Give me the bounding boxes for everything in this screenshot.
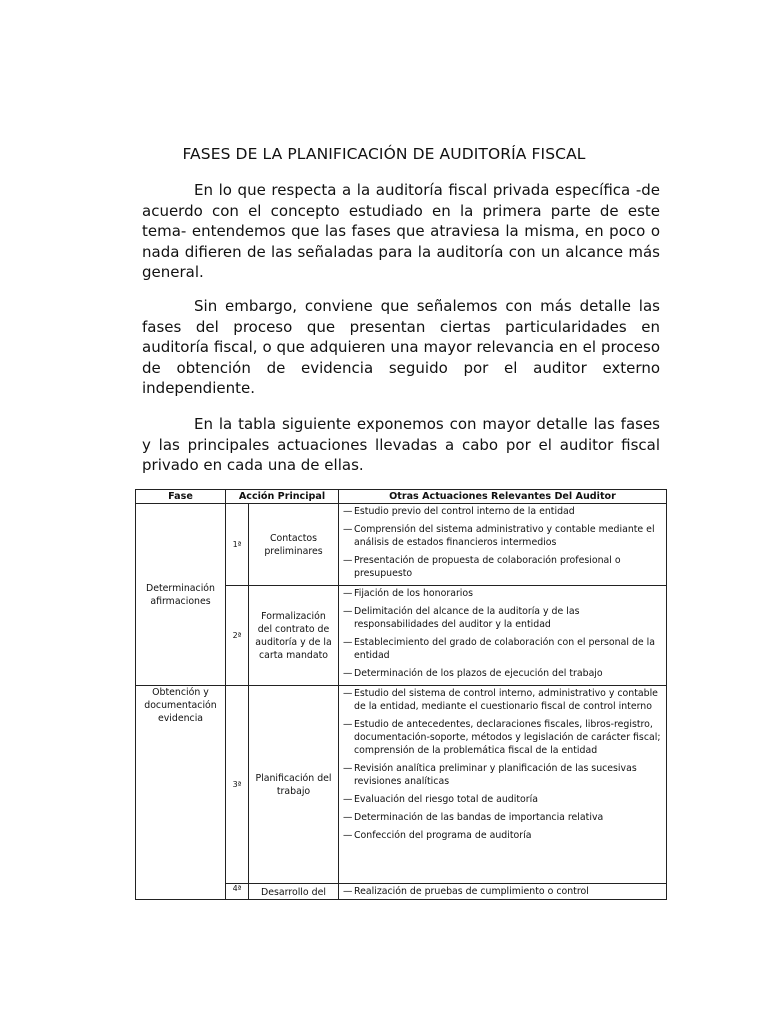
row-number: 3ª [226, 686, 249, 884]
paragraph-2: Sin embargo, conviene que señalemos con más detalle las fases del proceso que presentan ciertas particularidades en auditoría fiscal, o que adquieren una mayor relevancia en el proceso de obtención de evidencia seguido por el auditor externo independiente. [142, 297, 660, 397]
table-header-row [136, 490, 667, 504]
list-item: — Estudio del sistema de control interno, administrativo y contable de la entidad, mediante el cuestionario fiscal de control interno [343, 688, 658, 712]
document-title: FASES DE LA PLANIFICACIÓN DE AUDITORÍA FISCAL [182, 145, 586, 163]
otras-cell [339, 884, 667, 900]
accion-cell: Contactos preliminares [249, 504, 339, 586]
list-item: — Realización de pruebas de cumplimiento o control [343, 886, 589, 897]
header-fase: Fase [136, 490, 226, 504]
list-item: — Confección del programa de auditoría [343, 830, 532, 841]
list-item: — Fijación de los honorarios [343, 588, 474, 599]
header-accion: Acción Principal [226, 490, 339, 504]
list-item: — Evaluación del riesgo total de auditoría [343, 794, 538, 805]
list-item: — Revisión analítica preliminar y planificación de las sucesivas revisiones analíticas [343, 763, 637, 787]
otras-cell [339, 586, 667, 686]
otras-cell [339, 504, 667, 586]
fase-cell-obtencion: Obtención y documentación evidencia [136, 686, 226, 900]
phases-table [135, 489, 667, 900]
accion-cell: Planificación del trabajo [249, 686, 339, 884]
list-item: — Determinación de las bandas de importancia relativa [343, 812, 604, 823]
table-row [136, 686, 667, 884]
list-item: — Presentación de propuesta de colaboración profesional o presupuesto [343, 555, 621, 579]
otras-cell [339, 686, 667, 884]
fase-cell-determinacion: Determinación afirmaciones [136, 504, 226, 686]
row-number: 2ª [226, 586, 249, 686]
table-row [136, 504, 667, 586]
list-item: — Establecimiento del grado de colaboración con el personal de la entidad [343, 637, 655, 661]
header-otras: Otras Actuaciones Relevantes Del Auditor [339, 490, 667, 504]
list-item: — Determinación de los plazos de ejecución del trabajo [343, 668, 603, 679]
row-number: 1ª [226, 504, 249, 586]
list-item: — Delimitación del alcance de la auditoría y de las responsabilidades del auditor y la entidad [343, 606, 580, 630]
list-item: — Estudio previo del control interno de la entidad [343, 506, 575, 517]
paragraph-1: En lo que respecta a la auditoría fiscal privada específica -de acuerdo con el concepto estudiado en la primera parte de este tema- entendemos que las fases que atraviesa la misma, en poco o nada difieren de las señaladas para la auditoría con un alcance más general. [142, 181, 660, 281]
accion-cell: Desarrollo del [249, 884, 339, 900]
accion-cell: Formalización del contrato de auditoría y de la carta mandato [249, 586, 339, 686]
list-item: — Estudio de antecedentes, declaraciones fiscales, libros-registro, documentación-soporte, métodos y legislación de carácter fiscal; comprensión de la problemática fiscal de la entidad [343, 719, 661, 756]
row-number: 4ª [226, 884, 249, 900]
list-item: — Comprensión del sistema administrativo y contable mediante el análisis de estados financieros intermedios [343, 524, 655, 548]
paragraph-3: En la tabla siguiente exponemos con mayor detalle las fases y las principales actuaciones llevadas a cabo por el auditor fiscal privado en cada una de ellas. [142, 415, 660, 474]
